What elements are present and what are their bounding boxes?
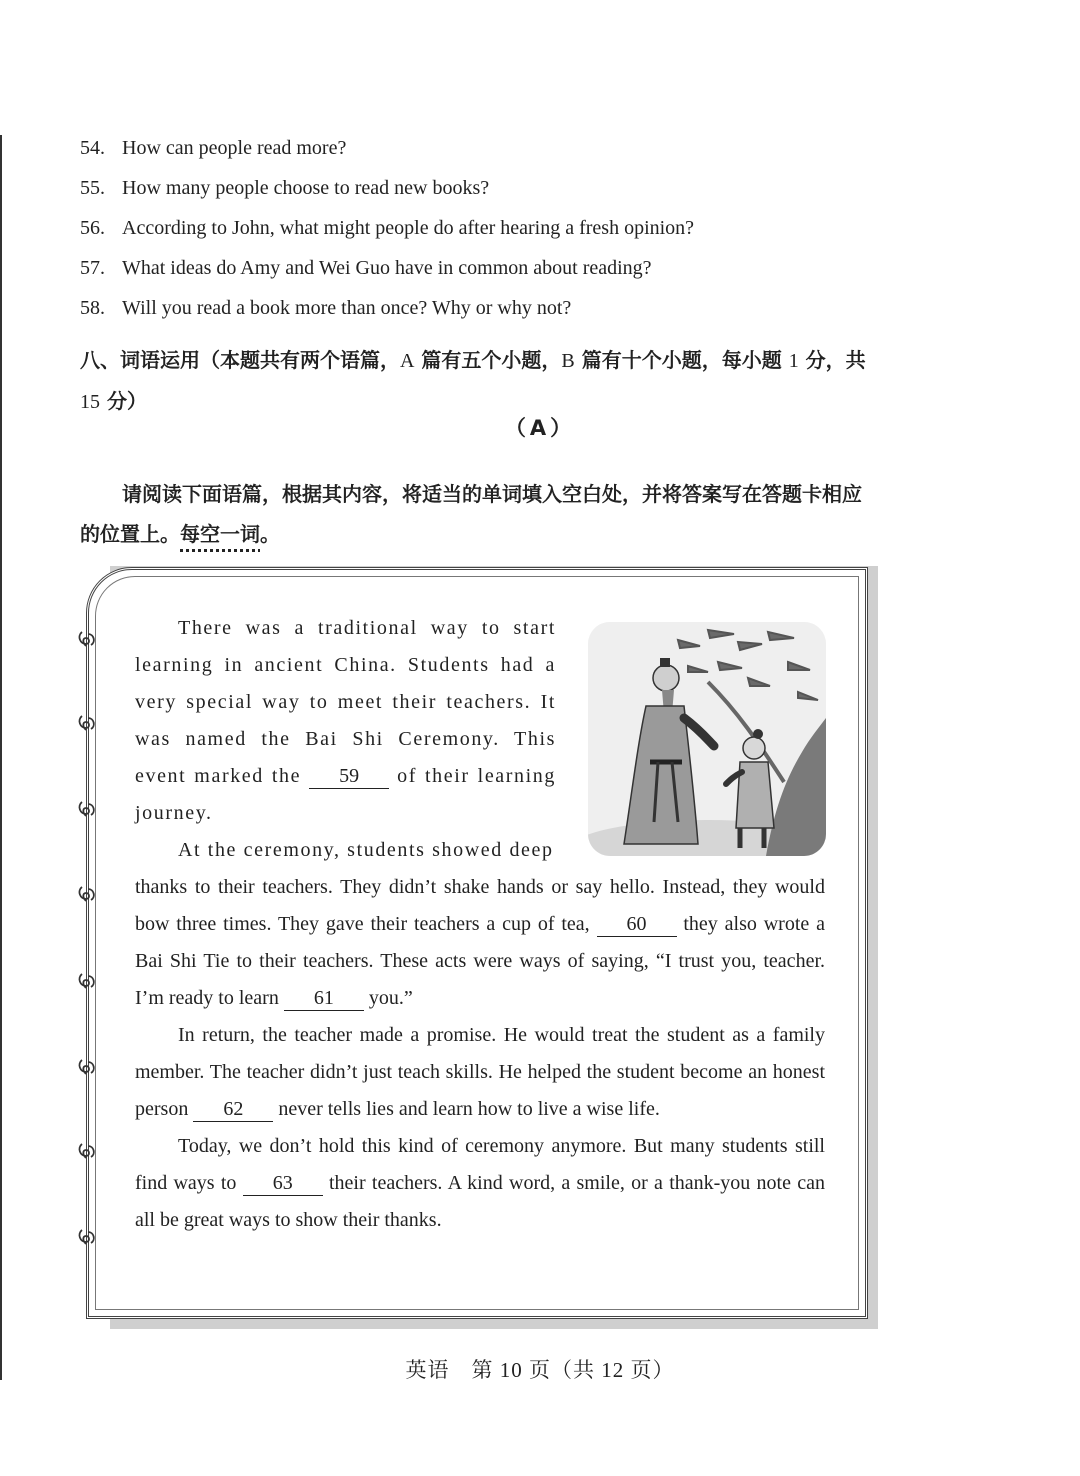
instruction — [80, 474, 880, 554]
binder-ring-icon — [78, 712, 98, 734]
passage-text: never tells lies and learn how to live a wise life. — [278, 1098, 660, 1120]
question-number: 57. — [80, 257, 105, 279]
question-58 — [80, 290, 694, 330]
question-number: 55. — [80, 177, 105, 199]
passage-paragraph-1 — [135, 610, 556, 869]
blank-59: 59 — [309, 764, 389, 789]
heading-text: 分） — [100, 389, 147, 413]
question-number: 54. — [80, 137, 105, 159]
heading-text: 篇有五个小题， — [414, 348, 562, 372]
passage-text: thanks to their teachers. They didn’t shake hands or say hello. Instead, they would bow three times. They gave their teachers a cup of tea, — [135, 876, 825, 935]
passage-text: There was a traditional way to start learning in ancient China. Students had a very special way to meet their teachers. It was named the Bai Shi Ceremony. This event marked the — [135, 617, 556, 787]
binder-ring-icon — [78, 970, 98, 992]
heading-text: 八、词语运用（本题共有两个语篇， — [80, 348, 400, 372]
question-number: 58. — [80, 297, 105, 319]
question-text: According to John, what might people do after hearing a fresh opinion? — [122, 217, 695, 239]
instruction-emphasis: 每空一词 — [180, 522, 260, 546]
passage — [135, 610, 825, 1239]
instruction-text: 。 — [260, 522, 280, 546]
page-footer: 英语 第 10 页（共 12 页） — [405, 1358, 675, 1382]
question-text: How can people read more? — [122, 137, 347, 159]
question-text: Will you read a book more than once? Why or why not? — [122, 297, 572, 319]
question-57 — [80, 250, 694, 290]
part-a-label: （A） — [504, 416, 576, 440]
question-text: How many people choose to read new books? — [122, 177, 490, 199]
blank-60: 60 — [597, 912, 677, 937]
binder-ring-icon — [78, 1226, 98, 1248]
binder-ring-icon — [78, 798, 98, 820]
binder-ring-icon — [78, 628, 98, 650]
heading-text: 1 — [788, 350, 799, 372]
heading-text: A — [400, 350, 415, 372]
margin-line — [0, 135, 2, 1380]
passage-paragraph-3 — [135, 1017, 825, 1128]
passage-paragraph-4 — [135, 1128, 825, 1239]
passage-text: At the ceremony, students showed deep — [178, 839, 554, 861]
passage-text: you.” — [368, 987, 413, 1009]
question-list — [80, 130, 694, 330]
binder-ring-icon — [78, 1056, 98, 1078]
passage-text: In return, the teacher made a promise. He would treat the student as a family member. The teacher didn’t just teach skills. He helped the student become an honest person — [135, 1024, 825, 1120]
question-number: 56. — [80, 217, 105, 239]
passage-text: they also wrote a Bai Shi Tie to their teachers. These acts were ways of saying, “I trust you, teacher. I’m ready to learn — [135, 913, 825, 1009]
question-text: What ideas do Amy and Wei Guo have in common about reading? — [122, 257, 652, 279]
question-54 — [80, 130, 694, 170]
heading-text: B — [561, 350, 575, 372]
section-heading — [80, 340, 890, 422]
passage-paragraph-2-start — [135, 832, 556, 869]
binder-ring-icon — [78, 1140, 98, 1162]
heading-text: 分，共 — [798, 348, 866, 372]
passage-text: Today, we don’t hold this kind of ceremony anymore. But many students still find ways to — [135, 1135, 825, 1194]
heading-text: 15 — [80, 391, 100, 413]
blank-62: 62 — [193, 1097, 273, 1122]
passage-body — [135, 869, 825, 1239]
blank-63: 63 — [243, 1171, 323, 1196]
question-56 — [80, 210, 694, 250]
instruction-text: 请阅读下面语篇，根据其内容，将适当的单词填入空白处，并将答案写在答题卡相应的位置上。 — [80, 482, 862, 546]
binder-ring-icon — [78, 883, 98, 905]
passage-text: of their learning journey. — [135, 765, 556, 824]
question-55 — [80, 170, 694, 210]
heading-text: 篇有十个小题，每小题 — [574, 348, 789, 372]
blank-61: 61 — [284, 986, 364, 1011]
passage-text: their teachers. A kind word, a smile, or a thank-you note can all be great ways to show their thanks. — [135, 1172, 826, 1231]
